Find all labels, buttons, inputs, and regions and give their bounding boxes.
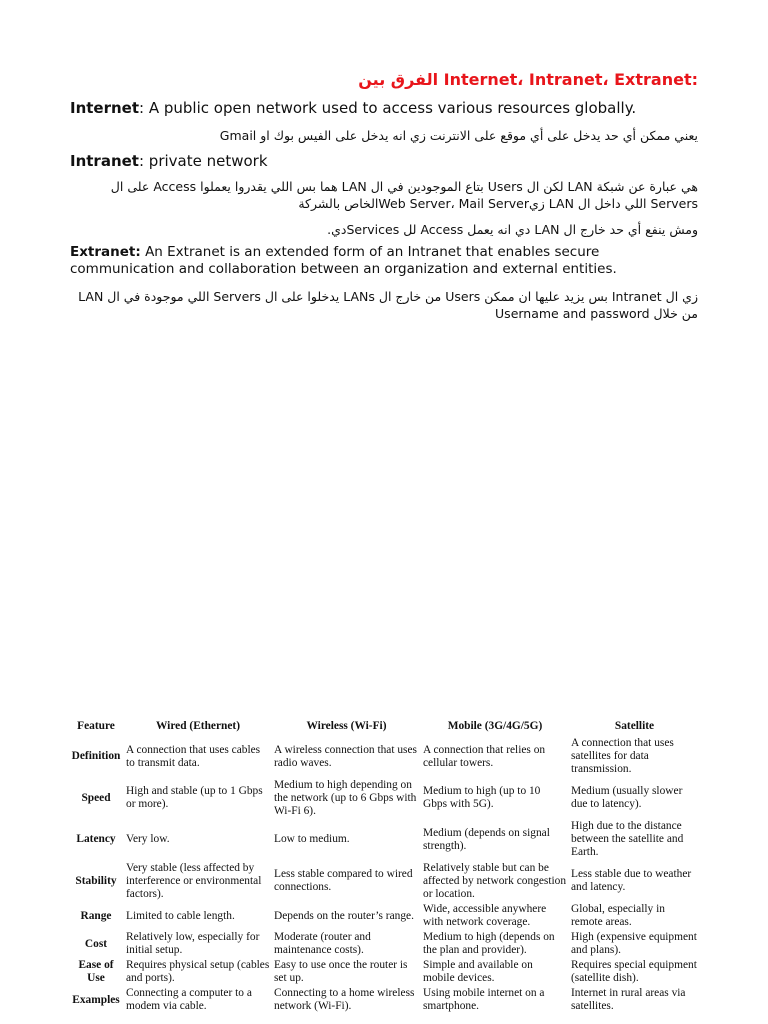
table-cell: Very stable (less affected by interference or environmental factors). <box>126 861 262 900</box>
table-cell: A connection that relies on cellular towers. <box>423 743 546 769</box>
table-cell: Connecting a computer to a modem via cable. <box>126 987 252 1012</box>
table-cell: Global, especially in remote areas. <box>571 903 665 928</box>
table-cell: Internet in rural areas via satellites. <box>571 987 686 1012</box>
column-header: Wired (Ethernet) <box>155 719 241 732</box>
table-row <box>68 958 700 986</box>
row-header: Latency <box>76 833 116 845</box>
row-header: Cost <box>84 937 108 950</box>
internet-definition <box>70 99 698 118</box>
table-cell: High and stable (up to 1 Gbps or more). <box>126 785 263 810</box>
table-cell: Medium (usually slower due to latency). <box>571 785 683 810</box>
table-cell: Medium to high (depends on the plan and provider). <box>423 931 555 956</box>
table-cell: Limited to cable length. <box>126 909 235 922</box>
table-cell: Less stable compared to wired connections. <box>274 868 413 893</box>
table-cell: Medium to high (up to 10 Gbps with 5G). <box>423 785 541 810</box>
table-cell: High due to the distance between the satellite and Earth. <box>571 820 684 858</box>
table-row <box>68 902 700 930</box>
table-cell: A connection that uses cables to transmit data. <box>126 743 261 769</box>
extranet-term: Extranet: <box>70 244 141 260</box>
table-cell: Depends on the router’s range. <box>274 909 414 922</box>
table-cell: High (expensive equipment and plans). <box>571 931 697 956</box>
row-header: Examples <box>72 993 120 1006</box>
page-title: :Internet، Intranet، Extranet الفرق بين <box>358 70 698 89</box>
table-cell: Relatively stable but can be affected by network congestion or location. <box>423 861 567 900</box>
column-header: Satellite <box>614 719 655 732</box>
extranet-definition-text: An Extranet is an extended form of an Intranet that enables secure communication and collaboration between an organization and external entities. <box>70 244 617 277</box>
table-row <box>68 819 700 860</box>
table-header-row <box>68 716 700 736</box>
row-header: Speed <box>81 791 111 804</box>
table-cell: Wide, accessible anywhere with network coverage. <box>423 903 547 928</box>
table-cell: Relatively low, especially for initial setup. <box>126 931 260 956</box>
table-cell: A wireless connection that uses radio waves. <box>274 743 417 769</box>
extranet-definition <box>70 244 698 278</box>
intranet-arabic-note-1: هي عبارة عن شبكة LAN لكن ال Users بتاع الموجودين في ال LAN هما بس اللي يقدروا يعملوا Access على ال Servers اللي داخل ال LAN زيWeb Server، Mail Serverالخاص بالشركة <box>110 179 698 211</box>
row-header: Definition <box>71 750 121 762</box>
table-cell: Medium to high depending on the network (up to 6 Gbps with Wi-Fi 6). <box>274 778 417 817</box>
table-cell: Connecting to a home wireless network (Wi-Fi). <box>274 987 415 1012</box>
table-cell: Moderate (router and maintenance costs). <box>274 931 371 956</box>
table-row <box>68 860 700 902</box>
row-header: Ease of Use <box>78 959 114 984</box>
intranet-term: Intranet <box>70 152 139 170</box>
table-cell: Very low. <box>126 833 170 845</box>
table-cell: Less stable due to weather and latency. <box>571 868 692 893</box>
column-header: Wireless (Wi-Fi) <box>306 719 387 732</box>
row-header: Range <box>80 909 112 922</box>
table-row <box>68 986 700 1014</box>
table-row <box>68 777 700 819</box>
table-cell: Easy to use once the router is set up. <box>274 959 408 984</box>
table-row <box>68 736 700 777</box>
internet-term: Internet <box>70 99 140 117</box>
row-header: Stability <box>75 874 117 887</box>
internet-definition-text: : A public open network used to access various resources globally. <box>139 99 637 117</box>
table-cell: Requires special equipment (satellite dish). <box>571 959 697 984</box>
table-cell: Low to medium. <box>274 833 350 845</box>
column-header: Mobile (3G/4G/5G) <box>447 719 543 732</box>
intranet-definition <box>70 152 698 171</box>
table-cell: Requires physical setup (cables and ports). <box>126 959 270 984</box>
extranet-arabic-note: زي ال Intranet بس يزيد عليها ان ممكن Users من خارج ال LANs يدخلوا على ال Servers اللي موجودة في ال LAN من خلال Username and password <box>78 289 698 321</box>
internet-arabic-note: يعني ممكن أي حد يدخل على أي موقع على الانترنت زي انه يدخل على الفيس بوك او Gmail <box>219 128 698 143</box>
table-row <box>68 930 700 958</box>
table-cell: Simple and available on mobile devices. <box>423 959 533 984</box>
comparison-table <box>68 716 700 1014</box>
table-cell: Medium (depends on signal strength). <box>423 826 550 852</box>
column-header: Feature <box>77 719 115 732</box>
table-cell: Using mobile internet on a smartphone. <box>423 987 545 1012</box>
intranet-definition-text: : private network <box>138 152 268 170</box>
intranet-arabic-note-2: ومش ينفع أي حد خارج ال LAN دي انه يعمل Access لل Servicesدي. <box>327 222 698 237</box>
table-cell: A connection that uses satellites for data transmission. <box>571 737 674 775</box>
